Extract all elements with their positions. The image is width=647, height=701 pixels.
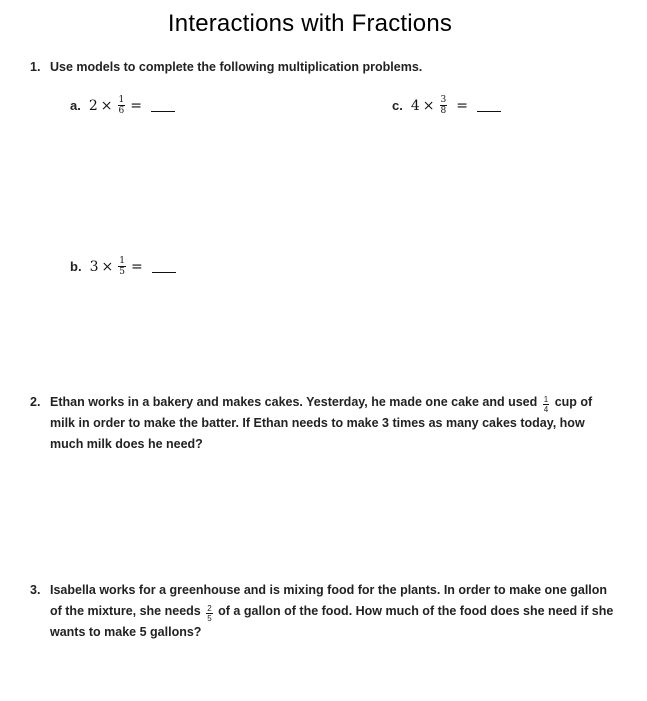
question-2-text — [50, 392, 615, 455]
question-1-text: Use models to complete the following multiplication problems. — [50, 60, 423, 74]
fraction-denominator: 5 — [119, 267, 125, 277]
fraction-denominator: 4 — [543, 405, 549, 415]
question-2-fraction — [543, 395, 549, 414]
fraction-numerator: 3 — [440, 95, 447, 105]
equals-sign: = — [130, 97, 142, 114]
times-sign: × — [101, 258, 114, 275]
fraction-numerator: 2 — [207, 604, 212, 614]
question-3-text — [50, 580, 615, 643]
question-3-fraction — [206, 604, 212, 623]
problem-a-fraction — [118, 95, 126, 116]
question-1-number: 1. — [30, 60, 41, 74]
problem-c-expression — [411, 95, 501, 116]
problem-b-expression — [90, 256, 176, 277]
answer-blank — [477, 99, 501, 112]
problem-a — [70, 95, 175, 116]
problem-c-label: c. — [392, 98, 403, 113]
fraction-denominator: 8 — [440, 106, 447, 116]
problem-c-whole: 4 — [410, 97, 420, 114]
problem-c — [392, 95, 501, 116]
page-title: Interactions with Fractions — [167, 10, 453, 37]
problem-c-fraction — [440, 95, 448, 116]
question-3-number: 3. — [30, 583, 41, 597]
answer-blank — [151, 99, 175, 112]
problem-b-whole: 3 — [89, 258, 99, 275]
fraction-numerator: 1 — [118, 95, 125, 105]
problem-b-fraction — [118, 256, 126, 277]
question-2-number: 2. — [30, 395, 41, 409]
fraction-numerator: 1 — [119, 256, 125, 266]
equals-sign: = — [130, 258, 143, 275]
problem-b — [70, 256, 176, 277]
times-sign: × — [100, 97, 113, 114]
equals-sign: = — [456, 97, 468, 114]
problem-b-label: b. — [70, 259, 82, 274]
problem-a-expression — [89, 95, 175, 116]
fraction-denominator: 6 — [118, 106, 125, 116]
question-2-text-start: Ethan works in a bakery and makes cakes. Yesterday, he made one cake and used — [50, 395, 538, 409]
question-3-text-end: of a gallon of the food. How much of the food does she need if she wants to make 5 gallons? — [50, 604, 614, 639]
times-sign: × — [422, 97, 435, 114]
problem-a-label: a. — [70, 98, 81, 113]
question-2-text-end: cup of milk in order to make the batter. If Ethan needs to make 3 times as many cakes today, how much milk does he need? — [50, 395, 593, 451]
problem-a-whole: 2 — [88, 97, 98, 114]
answer-blank — [152, 260, 176, 273]
fraction-numerator: 1 — [543, 395, 549, 405]
question-3-text-start: Isabella works for a greenhouse and is mixing food for the plants. In order to make one gallon of the mixture, she needs — [50, 583, 608, 618]
fraction-denominator: 5 — [207, 614, 212, 624]
